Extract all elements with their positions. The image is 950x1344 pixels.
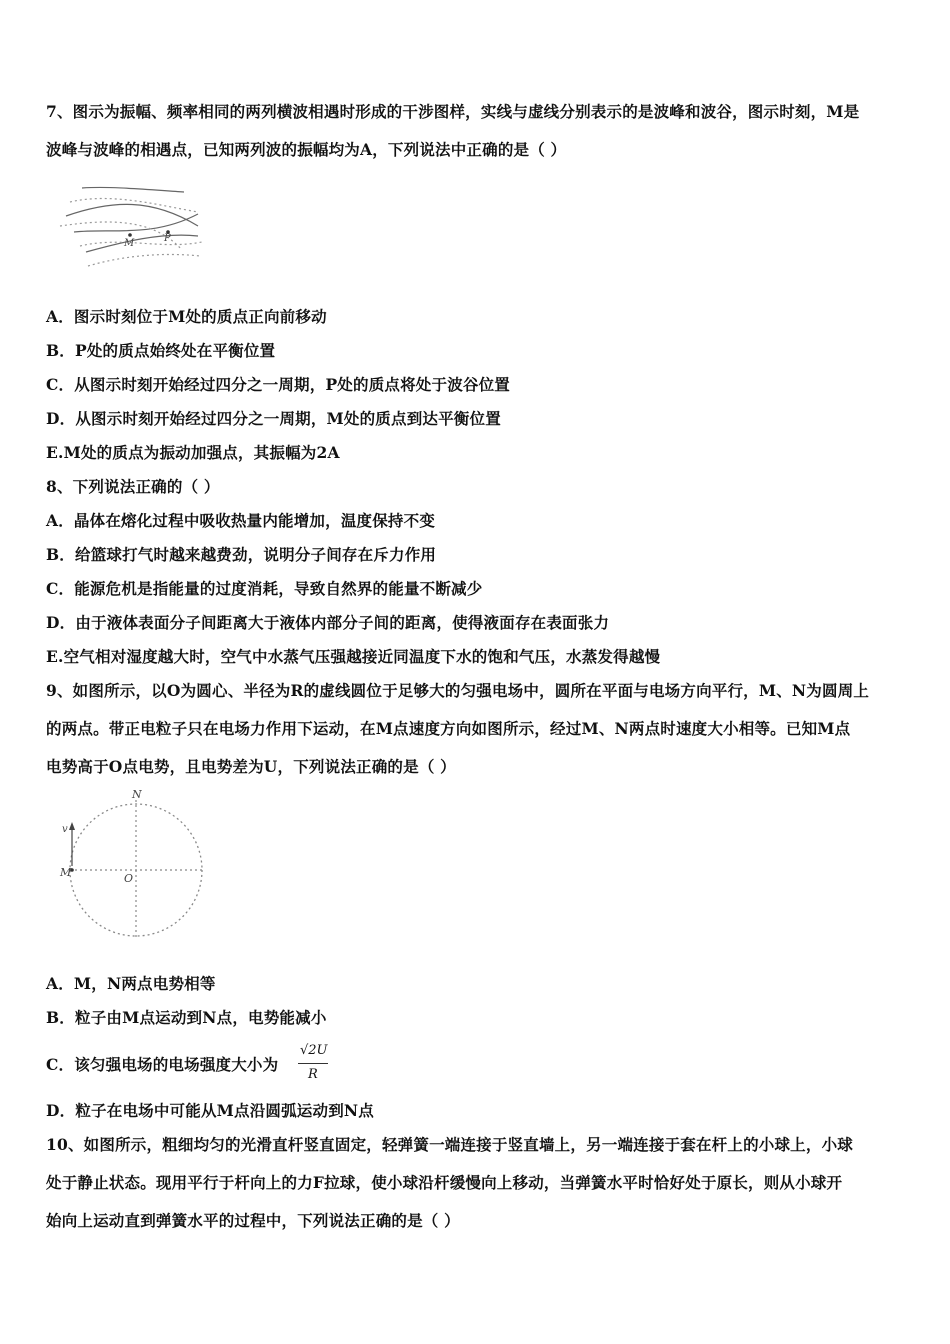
- fraction-bar: [298, 1063, 328, 1064]
- q10-stem-line1: 10、如图所示，粗细均匀的光滑直杆竖直固定，轻弹簧一端连接于竖直墙上，另一端连接于套在杆上的小球上，小球: [46, 1135, 853, 1154]
- interference-pattern-figure: [52, 180, 204, 270]
- q8-option-a: A．晶体在熔化过程中吸收热量内能增加，温度保持不变: [46, 511, 436, 530]
- wave-trough-line: [88, 254, 200, 266]
- q9-option-d: D．粒子在电场中可能从M点沿圆弧运动到N点: [46, 1101, 374, 1120]
- label-p: P: [164, 233, 171, 244]
- q7-option-d: D．从图示时刻开始经过四分之一周期，M处的质点到达平衡位置: [46, 409, 501, 428]
- q7-option-b: B．P处的质点始终处在平衡位置: [46, 341, 276, 360]
- fraction-denominator: R: [308, 1067, 318, 1082]
- q8-option-d: D．由于液体表面分子间距离大于液体内部分子间的距离，使得液面存在表面张力: [46, 613, 610, 632]
- q9-option-b: B．粒子由M点运动到N点，电势能减小: [46, 1008, 327, 1027]
- q7-option-a: A．图示时刻位于M处的质点正向前移动: [46, 307, 327, 326]
- q7-stem-line1: 7、图示为振幅、频率相同的两列横波相遇时形成的干涉图样，实线与虚线分别表示的是波峰和波谷，图示时刻，M是: [46, 102, 860, 121]
- q10-stem-line3: 始向上运动直到弹簧水平的过程中，下列说法正确的是（ ）: [46, 1211, 460, 1230]
- q8-option-e: E.空气相对湿度越大时，空气中水蒸气压强越接近同温度下水的饱和气压，水蒸发得越慢: [46, 647, 661, 666]
- q9-stem-line1: 9、如图所示，以O为圆心、半径为R的虚线圆位于足够大的匀强电场中，圆所在平面与电场方向平行，M、N为圆周上: [46, 681, 870, 700]
- q9-stem-line2: 的两点。带正电粒子只在电场力作用下运动，在M点速度方向如图所示，经过M、N两点时速度大小相等。已知M点: [46, 719, 851, 738]
- fraction-numerator: √2U: [300, 1043, 328, 1058]
- q7-option-c: C．从图示时刻开始经过四分之一周期，P处的质点将处于波谷位置: [46, 375, 510, 394]
- circle-field-figure: [56, 786, 216, 942]
- q7-stem-line2: 波峰与波峰的相遇点，已知两列波的振幅均为A，下列说法中正确的是（ ）: [46, 140, 567, 159]
- q9-stem-line3: 电势高于O点电势，且电势差为U，下列说法正确的是（ ）: [46, 757, 456, 776]
- velocity-arrowhead-icon: [69, 822, 75, 830]
- label-m: M: [60, 866, 72, 879]
- label-o: O: [124, 872, 134, 885]
- q10-stem-line2: 处于静止状态。现用平行于杆向上的力F拉球，使小球沿杆缓慢向上移动，当弹簧水平时恰好处于原长，则从小球开: [46, 1173, 843, 1192]
- q9-option-c: C．该匀强电场的电场强度大小为: [46, 1055, 279, 1074]
- point-m-dot: [128, 233, 132, 237]
- q9-option-a: A．M，N两点电势相等: [46, 974, 216, 993]
- q7-option-e: E.M处的质点为振动加强点，其振幅为2A: [46, 443, 340, 462]
- wave-crest-line: [82, 187, 184, 192]
- label-m: M: [124, 238, 135, 249]
- q8-stem: 8、下列说法正确的（ ）: [46, 477, 220, 496]
- label-v: v: [62, 824, 68, 835]
- wave-crest-line: [86, 235, 198, 252]
- field-strength-fraction: [296, 1043, 336, 1087]
- wave-trough-line: [80, 242, 202, 246]
- q8-option-c: C．能源危机是指能量的过度消耗，导致自然界的能量不断减少: [46, 579, 483, 598]
- label-n: N: [132, 788, 142, 801]
- q8-option-b: B．给篮球打气时越来越费劲，说明分子间存在斥力作用: [46, 545, 437, 564]
- wave-trough-line: [70, 199, 198, 213]
